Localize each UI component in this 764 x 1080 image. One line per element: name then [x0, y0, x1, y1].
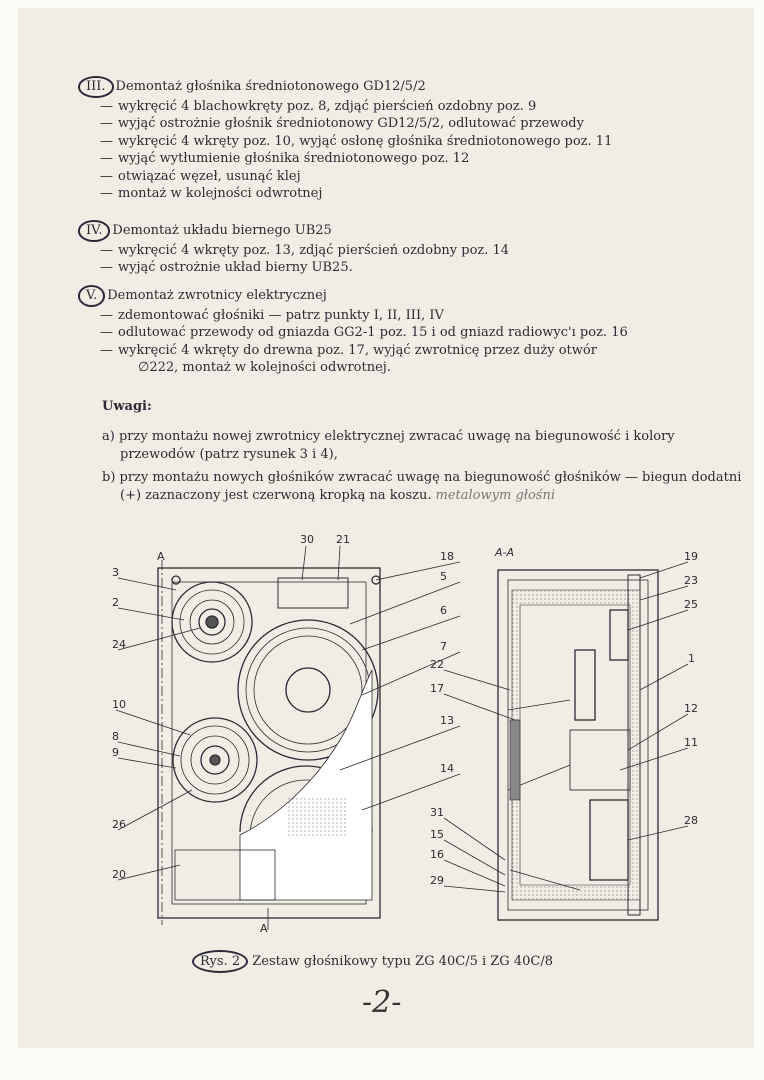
part-label: 11: [684, 736, 698, 749]
part-label: 13: [440, 714, 454, 727]
part-label: 18: [440, 550, 454, 563]
figure-number: Rys. 2: [192, 950, 248, 973]
list-item: — wyjąć ostrożnie układ bierny UB25.: [90, 259, 509, 277]
section-view-title: A-A: [495, 546, 515, 559]
part-label: 24: [112, 638, 126, 651]
part-label: 14: [440, 762, 454, 775]
section-marker: A: [157, 550, 165, 563]
part-label: 23: [684, 574, 698, 587]
page-number: -2-: [362, 985, 402, 1020]
notes-block: [102, 398, 742, 510]
part-label: 16: [430, 848, 444, 861]
handwritten-annotation: metalowym głośni: [435, 488, 556, 503]
part-label: 30: [300, 533, 314, 546]
part-label: 17: [430, 682, 444, 695]
part-label: 31: [430, 806, 444, 819]
section-heading: Demontaż zwrotnicy elektrycznej: [107, 288, 327, 303]
part-label: 19: [684, 550, 698, 563]
part-label: 26: [112, 818, 126, 831]
section-marker: A: [260, 922, 268, 935]
list-item-continuation: ∅222, montaż w kolejności odwrotnej.: [138, 360, 391, 375]
list-item: — zdemontować głośniki — patrz punkty I, II, III, IV: [90, 307, 628, 325]
figure-caption: [192, 950, 553, 973]
part-label: 25: [684, 598, 698, 611]
section-numeral: IV.: [78, 220, 110, 242]
part-label: 21: [336, 533, 350, 546]
note-a: a) przy montażu nowej zwrotnicy elektrycznej zwracać uwagę na biegunowość i kolory przewodów (patrz rysunek 3 i 4),: [102, 429, 675, 462]
section-4: [86, 220, 510, 277]
part-label: 29: [430, 874, 444, 887]
section-numeral: III.: [78, 76, 114, 98]
section-heading: Demontaż układu biernego UB25: [112, 223, 332, 238]
part-label: 3: [112, 566, 119, 579]
part-label: 28: [684, 814, 698, 827]
list-item: — wykręcić 4 wkręty do drewna poz. 17, wyjąć zwrotnicę przez duży otwór: [90, 342, 628, 360]
figure-title: Zestaw głośnikowy typu ZG 40C/5 i ZG 40C/8: [252, 954, 553, 969]
label-plate: [278, 578, 348, 608]
list-item: — odlutować przewody od gniazda GG2-1 poz. 15 i od gniazd radiowyc'ı poz. 16: [90, 324, 628, 342]
note-b-text: b) przy montażu nowych głośników zwracać uwagę na biegunowość głośników — biegun dodatni (+) zaznaczony jest czerwoną kropką na koszu.: [102, 470, 742, 503]
notes-title: Uwagi:: [102, 399, 152, 414]
section-heading: Demontaż głośnika średniotonowego GD12/5/2: [115, 79, 426, 94]
part-label: 10: [112, 698, 126, 711]
list-item: — montaż w kolejności odwrotnej: [90, 185, 612, 203]
list-item: — otwiązać węzeł, usunąć klej: [90, 168, 612, 186]
part-label: 9: [112, 746, 119, 759]
part-label: 20: [112, 868, 126, 881]
section-numeral: V.: [78, 285, 105, 307]
list-item: — wykręcić 4 wkręty poz. 10, wyjąć osłonę głośnika średniotonowego poz. 11: [90, 133, 612, 151]
part-label: 5: [440, 570, 447, 583]
part-label: 8: [112, 730, 119, 743]
speaker-drawing: [100, 530, 720, 940]
part-label: 22: [430, 658, 444, 671]
list-item: — wykręcić 4 wkręty poz. 13, zdjąć pierścień ozdobny poz. 14: [90, 242, 509, 260]
part-label: 15: [430, 828, 444, 841]
part-label: 6: [440, 604, 447, 617]
list-item: — wyjąć wytłumienie głośnika średniotonowego poz. 12: [90, 150, 612, 168]
note-b: [102, 469, 742, 505]
section-3: [86, 76, 613, 203]
part-label: 1: [688, 652, 695, 665]
part-label: 12: [684, 702, 698, 715]
part-label: 2: [112, 596, 119, 609]
section-5: [86, 285, 628, 377]
list-item: — wyjąć ostrożnie głośnik średniotonowy GD12/5/2, odlutować przewody: [90, 115, 612, 133]
part-label: 7: [440, 640, 447, 653]
list-item: — wykręcić 4 blachowkręty poz. 8, zdjąć pierścień ozdobny poz. 9: [90, 98, 612, 116]
